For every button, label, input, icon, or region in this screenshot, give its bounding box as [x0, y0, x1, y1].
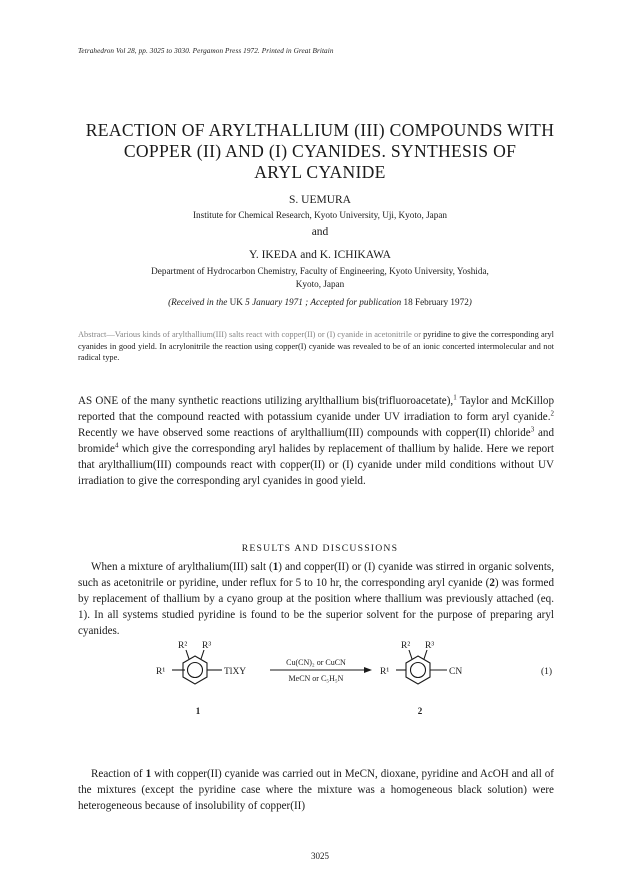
reaction-paragraph: Reaction of 1 with copper(II) cyanide was carried out in MeCN, dioxane, pyridine and AcOH and all of the mixtures (except the pyridine case where the mixture was a homogeneous black solution) were heterogeneous because of insolubility of copper(II) — [78, 768, 554, 812]
product-cn: CN — [449, 667, 463, 677]
reaction-scheme — [0, 640, 624, 720]
section-heading: RESULTS AND DISCUSSIONS — [241, 543, 399, 554]
title-line-3: ARYL CYANIDE — [254, 162, 386, 182]
received-dates: (Received in the UK 5 January 1971 ; Accepted for publication 18 February 1972) — [168, 297, 472, 307]
article-title — [40, 120, 600, 183]
title-line-2: COPPER (II) AND (I) CYANIDES. SYNTHESIS OF — [123, 141, 517, 161]
compound-label-2: 2 — [417, 706, 423, 716]
equation-number: (1) — [541, 667, 553, 677]
product-r3: R³ — [425, 641, 435, 651]
abstract-body: pyridine to give the corresponding aryl cyanides in good yield. In acrylonitrile the reaction using copper(I) cyanide was revealed to be of an ionic concerted intermolecular and not radical type. — [78, 330, 554, 362]
reactant-r2: R² — [178, 641, 188, 651]
ref-2: 2 — [550, 409, 554, 418]
reaction-arrowhead — [364, 667, 372, 673]
compound-ref-2: 2 — [489, 576, 495, 589]
ref-1: 1 — [453, 393, 457, 402]
ref-4: 4 — [114, 441, 119, 450]
institution-1: Institute for Chemical Research, Kyoto University, Uji, Kyoto, Japan — [192, 210, 448, 220]
compound-label-1: 1 — [195, 706, 201, 716]
reactant-tixy: TlXY — [224, 667, 247, 677]
intro-paragraph: AS ONE of the many synthetic reactions utilizing arylthallium bis(trifluoroacetate),$^1$ Taylor and McKillop reported that the compound reacted with potassium cyanide under UV irradiation to form aryl cyanide.$^2$ Recently we have observed some reactions of arylthallium(III) compounds with copper(II) chloride$^3$ and bromide$^4$ which give the corresponding aryl halides by replacement of thallium by halide. Here we report that arylthallium(III) compounds react with copper(II) or (I) cyanide under mild conditions without UV irradiation to give the corresponding aryl cyanides in good yield. — [78, 393, 555, 487]
author-conjunction: and — [311, 226, 329, 238]
abstract-first-line: —Various kinds of arylthallium(III) salts react with copper(II) or (I) cyanide in acetonitrile or — [106, 330, 421, 339]
authors-ikeda-ichikawa: Y. IKEDA and K. ICHIKAWA — [249, 249, 391, 261]
ref-3: 3 — [530, 425, 535, 434]
product-r1: R¹ — [380, 667, 390, 677]
reactant-r3: R³ — [202, 641, 212, 651]
compound-ref-1: 1 — [272, 561, 279, 573]
reactant-benzene-ring — [172, 650, 222, 684]
journal-header: Tetrahedron Vol 28, pp. 3025 to 3030. Pergamon Press 1972. Printed in Great Britain — [78, 47, 334, 55]
product-r2: R² — [401, 641, 411, 651]
abstract — [78, 329, 554, 364]
results-paragraph: When a mixture of arylthalium(III) salt (1) and copper(II) or (I) cyanide was stirred in organic solvents, such as acetonitrile or pyridine, under reflux for 5 to 10 hr, the corresponding aryl cyanide (2) was formed by replacement of thallium by a cyano group at the position where thallium was previously attached (eq. 1). In all systems studied pyridine is found to be the superior solvent for the purpose of preparing aryl cyanides. — [78, 561, 555, 637]
page-number: 3025 — [311, 851, 329, 861]
title-line-1: REACTION OF ARYLTHALLIUM (III) COMPOUNDS WITH — [85, 120, 555, 140]
compound-ref-1b: 1 — [145, 768, 152, 780]
reagent-top: Cu(CN)₂ or CuCN — [286, 658, 346, 667]
product-benzene-ring — [396, 650, 447, 684]
reagent-bottom: MeCN or C₅H₅N — [288, 674, 344, 683]
reactant-r1: R¹ — [156, 667, 166, 677]
institution-2: Department of Hydrocarbon Chemistry, Faculty of Engineering, Kyoto University, Yoshida, Kyoto, Japan — [151, 266, 489, 289]
abstract-heading: Abstract — [78, 330, 107, 339]
author-uemura: S. UEMURA — [289, 194, 351, 206]
